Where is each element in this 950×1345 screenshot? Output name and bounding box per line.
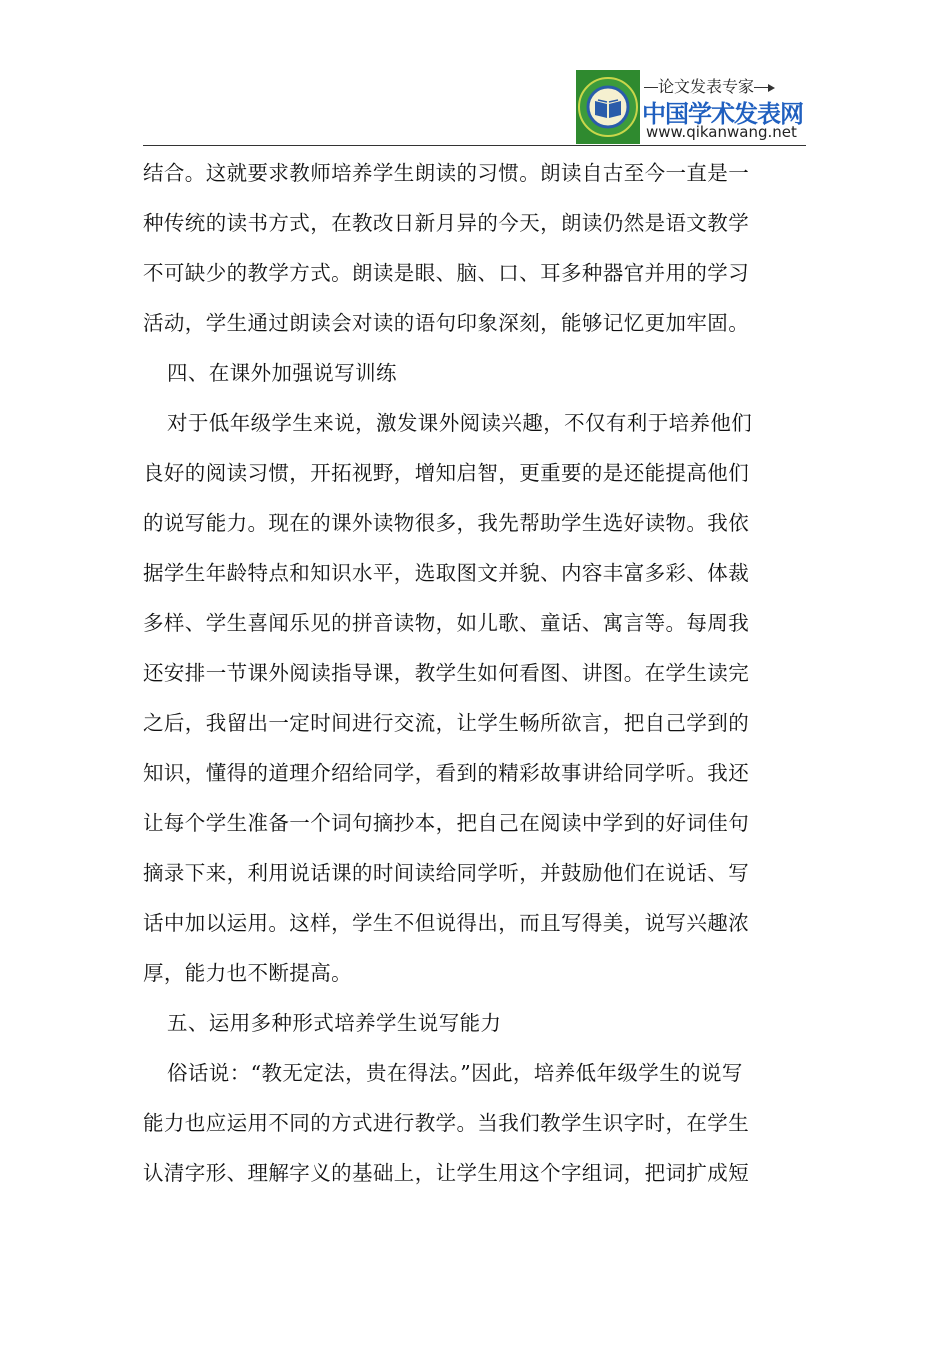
logo-url: www.qikanwang.net	[646, 123, 797, 141]
logo-brand: 中国学术发表网	[642, 100, 803, 128]
arrow-right-icon	[768, 84, 775, 92]
text-line: 结合。这就要求教师培养学生朗读的习惯。朗读自古至今一直是一	[143, 161, 750, 185]
book-emblem-icon	[576, 70, 640, 144]
text-line: 知识，懂得的道理介绍给同学，看到的精彩故事讲给同学听。我还	[143, 761, 750, 785]
text-line: 厚，能力也不断提高。	[143, 961, 352, 985]
logo-tagline-text: 论文发表专家	[658, 77, 755, 96]
text-line: 话中加以运用。这样，学生不但说得出，而且写得美，说写兴趣浓	[143, 911, 750, 935]
site-logo	[576, 70, 804, 144]
text-line: 让每个学生准备一个词句摘抄本，把自己在阅读中学到的好词佳句	[143, 811, 750, 835]
dash-icon	[644, 87, 658, 88]
text-line: 还安排一节课外阅读指导课，教学生如何看图、讲图。在学生读完	[143, 661, 750, 685]
text-line: 对于低年级学生来说，激发课外阅读兴趣，不仅有利于培养他们	[167, 411, 753, 435]
header-rule	[143, 145, 806, 146]
text-line: 的说写能力。现在的课外读物很多，我先帮助学生选好读物。我依	[143, 511, 750, 535]
text-line: 能力也应运用不同的方式进行教学。当我们教学生识字时，在学生	[143, 1111, 750, 1135]
document-body	[143, 148, 779, 1198]
text-line: 种传统的读书方式，在教改日新月异的今天，朗读仍然是语文教学	[143, 211, 750, 235]
text-line: 俗话说：“教无定法，贵在得法。”因此，培养低年级学生的说写	[167, 1061, 743, 1085]
section-heading: 五、运用多种形式培养学生说写能力	[167, 1011, 502, 1035]
text-line: 活动，学生通过朗读会对读的语句印象深刻，能够记忆更加牢固。	[143, 311, 750, 335]
text-line: 不可缺少的教学方式。朗读是眼、脑、口、耳多种器官并用的学习	[143, 261, 750, 285]
text-line: 摘录下来，利用说话课的时间读给同学听，并鼓励他们在说话、写	[143, 861, 750, 885]
text-line: 认清字形、理解字义的基础上，让学生用这个字组词，把词扩成短	[143, 1161, 750, 1185]
text-line: 多样、学生喜闻乐见的拼音读物，如儿歌、童话、寓言等。每周我	[143, 611, 750, 635]
text-line: 据学生年龄特点和知识水平，选取图文并貌、内容丰富多彩、体裁	[143, 561, 750, 585]
dash-icon	[754, 87, 768, 88]
text-line: 之后，我留出一定时间进行交流，让学生畅所欲言，把自己学到的	[143, 711, 750, 735]
text-line: 良好的阅读习惯，开拓视野，增知启智，更重要的是还能提高他们	[143, 461, 750, 485]
section-heading: 四、在课外加强说写训练	[167, 361, 397, 385]
